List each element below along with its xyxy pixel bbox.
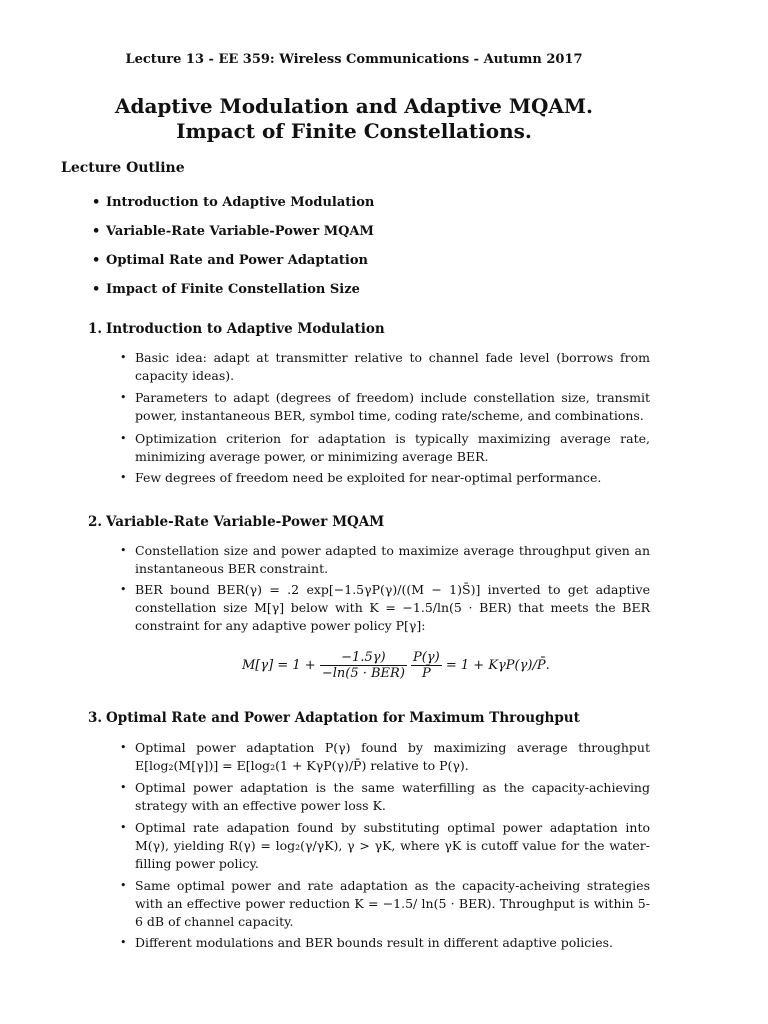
outline-item: • Variable-Rate Variable-Power MQAM (92, 224, 374, 239)
bullet-icon: • (120, 471, 127, 484)
bullet-icon: • (92, 282, 101, 297)
outline-item: • Impact of Finite Constellation Size (92, 282, 360, 297)
section-3-bullet: • Optimal power adaptation P(γ) found by maximizing average throughput E[log₂(M[γ])] = E[log₂(1 + KγP(γ)/P̄) relative to P(γ). (120, 740, 650, 773)
section-1-heading: 1. Introduction to Adaptive Modulation (88, 321, 385, 337)
adaptive-constellation-equation: M[γ] = 1 + $\frac{-1.5\gamma)}{\text{−ln(5 · BER)}}$ $\frac{P(\gamma)}{P̄}$ = 1 + KγP(γ)/P̄. (242, 650, 550, 681)
outline-item: • Optimal Rate and Power Adaptation (92, 253, 368, 268)
section-2-heading: 2. Variable-Rate Variable-Power MQAM (88, 514, 385, 530)
outline-heading: Lecture Outline (61, 160, 185, 176)
fraction: $\frac{P(\gamma)}{P̄}$ (413, 650, 440, 681)
bullet-icon: • (92, 195, 101, 210)
bullet-icon: • (120, 583, 127, 596)
bullet-icon: • (120, 432, 127, 445)
section-1-bullet: • Parameters to adapt (degrees of freedom) include constellation size, transmit power, instantaneous BER, symbol time, coding rate/scheme, and combinations. (120, 390, 650, 423)
outline-item: • Introduction to Adaptive Modulation (92, 195, 375, 210)
bullet-icon: • (120, 391, 127, 404)
section-3-heading: 3. Optimal Rate and Power Adaptation for Maximum Throughput (88, 710, 580, 726)
bullet-icon: • (120, 351, 127, 364)
section-2-bullet: • Constellation size and power adapted to maximize average throughput given an instantaneous BER constraint. (120, 543, 650, 576)
title-line-2: Impact of Finite Constellations. (176, 119, 532, 143)
section-3-bullet: • Optimal rate adapation found by substituting optimal power adaptation into M(γ), yielding R(γ) = log₂(γ/γK), γ > γK, where γK is cutoff value for the water-filling power policy. (120, 820, 650, 871)
section-2-bullet: • BER bound BER(γ) = .2 exp[−1.5γP(γ)/((M − 1)S̄)] inverted to get adaptive constellation size M[γ] below with K = −1.5/ln(5 · BER) that meets the BER constraint for any adaptive power policy P[γ]: (120, 582, 650, 633)
bullet-icon: • (120, 741, 127, 754)
title-line-1: Adaptive Modulation and Adaptive MQAM. (114, 94, 594, 118)
fraction: $\frac{-1.5\gamma)}{\text{−ln(5 · BER)}}$ (321, 650, 405, 681)
bullet-icon: • (120, 544, 127, 557)
lecture-header: Lecture 13 - EE 359: Wireless Communications - Autumn 2017 (125, 52, 583, 67)
section-1-bullet: • Basic idea: adapt at transmitter relative to channel fade level (borrows from capacity ideas). (120, 350, 650, 383)
section-3-bullet: • Different modulations and BER bounds result in different adaptive policies. (120, 935, 613, 950)
section-1-bullet: • Few degrees of freedom need be exploited for near-optimal performance. (120, 470, 602, 485)
section-1-bullet: • Optimization criterion for adaptation is typically maximizing average rate, minimizing average power, or minimizing average BER. (120, 431, 650, 464)
bullet-icon: • (120, 781, 127, 794)
bullet-icon: • (92, 253, 101, 268)
outline-list (92, 195, 374, 311)
section-3-bullet: • Optimal power adaptation is the same waterfilling as the capacity-achieving strategy with an effective power loss K. (120, 780, 650, 813)
bullet-icon: • (92, 224, 101, 239)
section-3-bullet: • Same optimal power and rate adaptation as the capacity-acheiving strategies with an effective power reduction K = −1.5/ ln(5 · BER). Throughput is within 5-6 dB of channel capacity. (120, 878, 650, 929)
bullet-icon: • (120, 936, 127, 949)
page-title (0, 94, 708, 144)
bullet-icon: • (120, 879, 127, 892)
bullet-icon: • (120, 821, 127, 834)
